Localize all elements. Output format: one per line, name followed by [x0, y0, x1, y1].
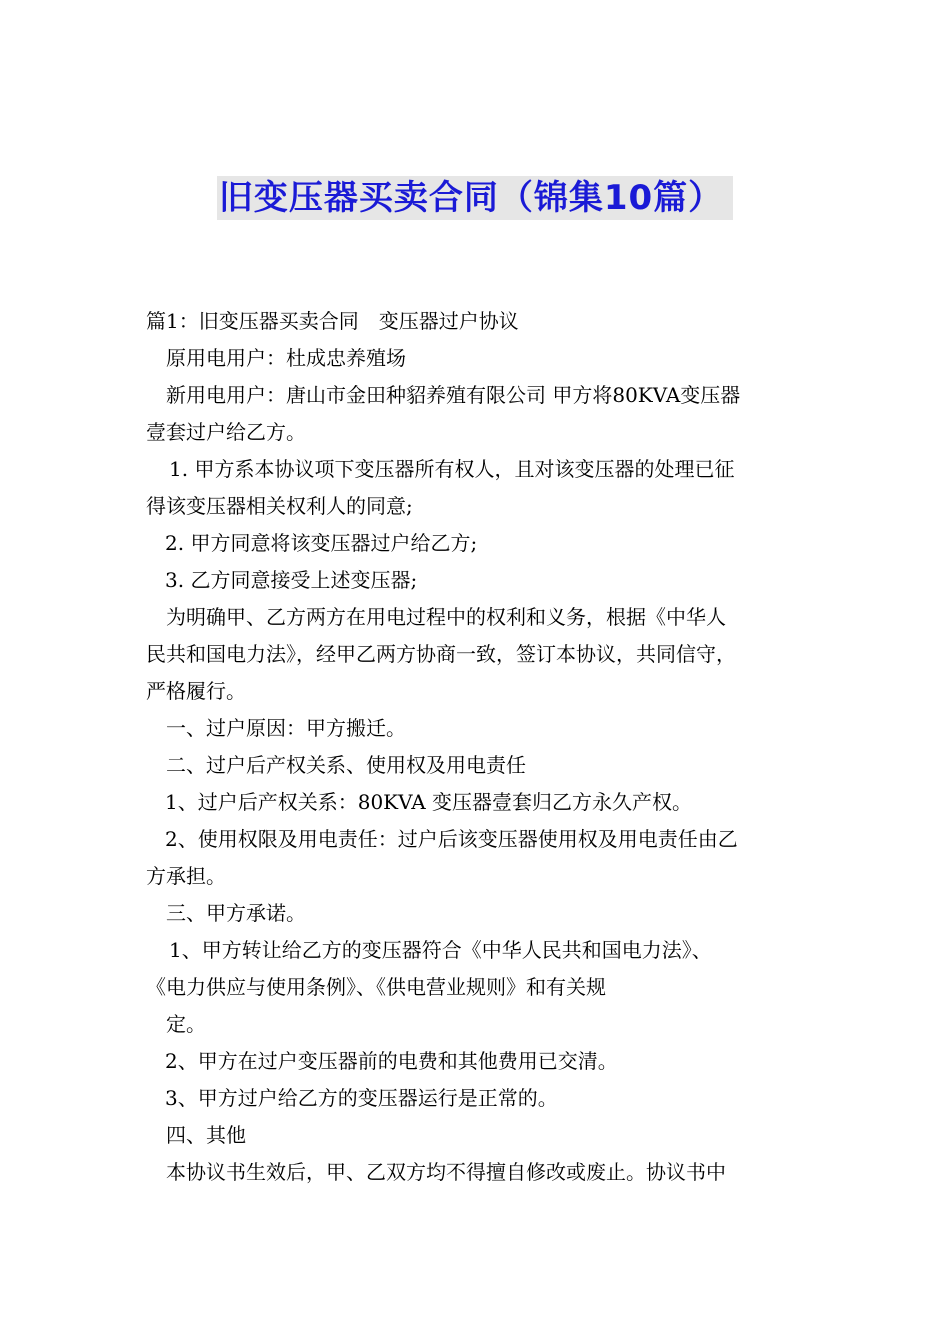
- paragraph-line: 民共和国电力法》，经甲乙两方协商一致，签订本协议，共同信守，: [146, 642, 736, 666]
- paragraph-line: 2、甲方在过户变压器前的电费和其他费用已交清。: [165, 1049, 618, 1073]
- paragraph-line: 三、甲方承诺。: [166, 901, 306, 925]
- paragraph-line: 为明确甲、乙方两方在用电过程中的权利和义务，根据《中华人: [166, 605, 726, 629]
- title-container: [0, 176, 950, 220]
- document-body: [146, 303, 814, 1191]
- paragraph-line: 篇1：旧变压器买卖合同 变压器过户协议: [146, 309, 519, 333]
- paragraph-line: 定。: [166, 1012, 206, 1036]
- paragraph-line: 得该变压器相关权利人的同意;: [146, 494, 413, 518]
- paragraph-line: 严格履行。: [146, 679, 246, 703]
- paragraph-line: 1、过户后产权关系：80KVA 变压器壹套归乙方永久产权。: [165, 790, 693, 814]
- paragraph-line: 2、使用权限及用电责任：过户后该变压器使用权及用电责任由乙: [165, 827, 738, 851]
- paragraph-line: 原用电用户：杜成忠养殖场: [166, 346, 406, 370]
- paragraph-line: 1、甲方转让给乙方的变压器符合《中华人民共和国电力法》、: [169, 938, 712, 962]
- paragraph-line: 1. 甲方系本协议项下变压器所有权人，且对该变压器的处理已征: [169, 457, 735, 481]
- paragraph-line: 二、过户后产权关系、使用权及用电责任: [166, 753, 526, 777]
- paragraph-line: 一、过户原因：甲方搬迁。: [166, 716, 406, 740]
- paragraph-line: 壹套过户给乙方。: [146, 420, 306, 444]
- paragraph-line: 本协议书生效后，甲、乙双方均不得擅自修改或废止。协议书中: [166, 1160, 726, 1184]
- paragraph-line: 方承担。: [146, 864, 226, 888]
- paragraph-line: 四、其他: [166, 1123, 246, 1147]
- paragraph-line: 3. 乙方同意接受上述变压器;: [165, 568, 418, 592]
- document-title: 旧变压器买卖合同（锦集10篇）: [217, 176, 733, 220]
- paragraph-line: 《电力供应与使用条例》、《供电营业规则》和有关规: [146, 975, 606, 999]
- paragraph-line: 新用电用户：唐山市金田种貂养殖有限公司 甲方将80KVA变压器: [166, 383, 741, 407]
- paragraph-line: 3、甲方过户给乙方的变压器运行是正常的。: [165, 1086, 558, 1110]
- paragraph-line: 2. 甲方同意将该变压器过户给乙方;: [165, 531, 478, 555]
